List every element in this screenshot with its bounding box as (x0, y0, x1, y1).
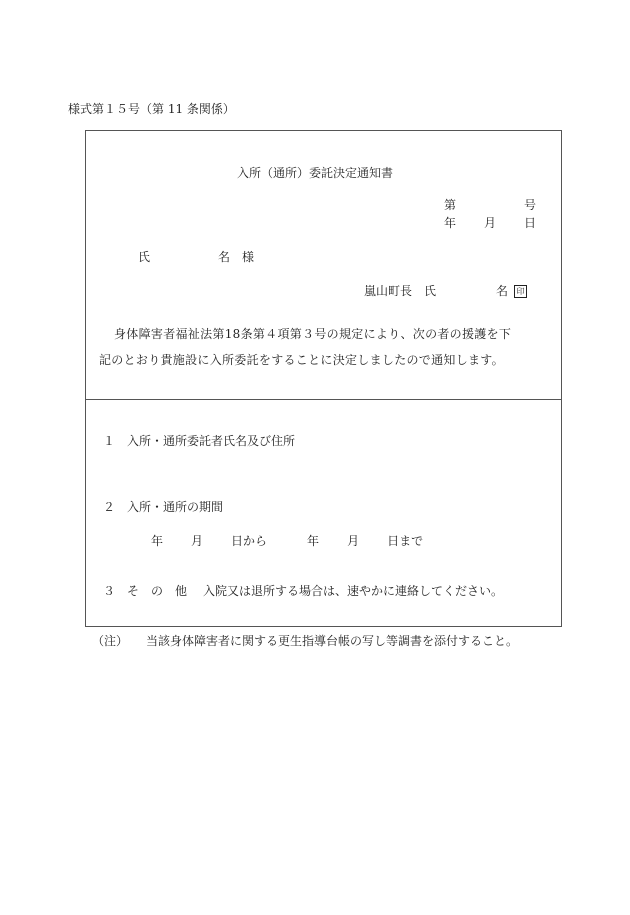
item-label: そ の 他 (127, 584, 188, 598)
date-day: 日 (524, 216, 537, 230)
period-end-day: 日まで (387, 534, 424, 548)
item-3 (103, 582, 503, 599)
period-row (151, 532, 423, 549)
sender-name-seal (496, 282, 527, 299)
period-start-day: 日から (231, 534, 268, 548)
body-text-line-2: 記のとおり貴施設に入所委託をすることに決定しましたので通知します。 (99, 353, 504, 367)
form-number-label: 様式第１５号（第 11 条関係） (68, 102, 235, 116)
period-end-year: 年 (307, 534, 320, 548)
period-start-month: 月 (191, 534, 204, 548)
item-label: 入所・通所の期間 (127, 500, 224, 514)
item-number: ２ (103, 500, 116, 514)
note-label: （注） (92, 634, 129, 648)
document-title: 入所（通所）委託決定通知書 (237, 166, 394, 180)
addressee-shi: 氏 (138, 250, 151, 264)
date-year: 年 (444, 216, 457, 230)
item-text: 入院又は退所する場合は、速やかに連絡してください。 (203, 584, 504, 598)
seal-icon: 印 (514, 285, 527, 298)
item-1 (103, 432, 295, 449)
period-end-month: 月 (347, 534, 360, 548)
footnote (92, 632, 518, 649)
body-text-line-1: 身体障害者福祉法第18条第４項第３号の規定により、次の者の援護を下 (114, 327, 512, 341)
item-number: １ (103, 434, 116, 448)
sender-name: 名 (496, 284, 509, 298)
number-prefix: 第 (444, 198, 457, 212)
number-suffix: 号 (524, 198, 537, 212)
notice-frame (85, 130, 562, 627)
item-2 (103, 498, 223, 515)
date-month: 月 (484, 216, 497, 230)
item-number: ３ (103, 584, 116, 598)
addressee-mei-sama: 名 様 (218, 250, 255, 264)
sender-mayor: 嵐山町長 氏 (364, 284, 437, 298)
note-text: 当該身体障害者に関する更生指導台帳の写し等調書を添付すること。 (146, 634, 519, 648)
section-divider (85, 399, 562, 400)
period-start-year: 年 (151, 534, 164, 548)
item-label: 入所・通所委託者氏名及び住所 (127, 434, 296, 448)
